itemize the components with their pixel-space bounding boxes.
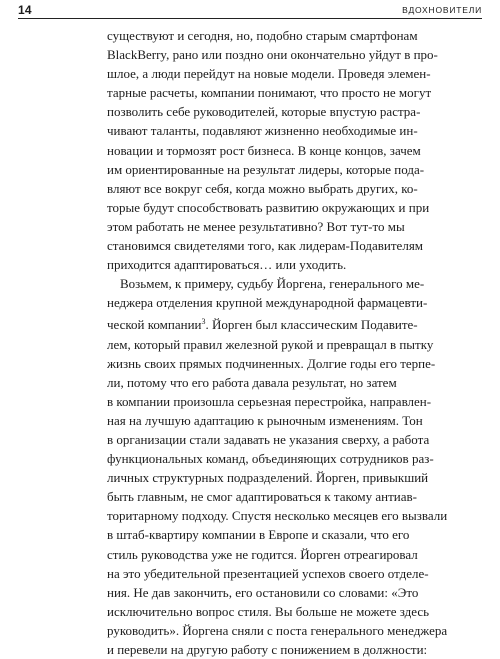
text-line: руководить». Йоргена сняли с поста генерального менеджера xyxy=(107,622,448,638)
text-line: быть главным, не смог адаптироваться к такому антиав- xyxy=(107,489,418,505)
body-text xyxy=(107,26,448,659)
text-line: новации и тормозят рост бизнеса. В конце концов, зачем xyxy=(107,142,421,158)
text-line: становимся свидетелями того, как лидерам-Подавителям xyxy=(107,238,424,254)
text-line: вляют все вокруг себя, когда можно выбрать других, ко- xyxy=(107,180,418,196)
text-line: стиль руководства уже не годится. Йорген отреагировал xyxy=(107,546,418,562)
text-line: неджера отделения крупной международной фармацевти- xyxy=(107,295,428,311)
text-fragment: ческой компании xyxy=(107,317,202,333)
text-line: тарные расчеты, компании понимают, что просто не могут xyxy=(107,85,432,101)
text-line: торые будут способствовать развитию окружающих и при xyxy=(107,199,430,215)
header-rule xyxy=(18,18,482,19)
text-line: исключительно вопрос стиля. Вы больше не можете здесь xyxy=(107,603,430,619)
text-line: в штаб-квартиру компании в Европе и сказали, что его xyxy=(107,527,410,543)
text-line: приходится адаптироваться… или уходить. xyxy=(107,257,347,273)
text-fragment: . Йорген был классическим xyxy=(205,317,358,333)
text-line: этом работать не менее результативно? Вот тут-то мы xyxy=(107,218,405,234)
text-line: ли, потому что его работа давала результат, но затем xyxy=(107,374,397,390)
text-line: лем, который правил железной рукой и превращал в пытку xyxy=(107,336,434,352)
text-line: Возьмем, к примеру, судьбу Йоргена, генерального ме- xyxy=(120,276,425,292)
text-line: ния. Не дав закончить, его остановили со словами: «Это xyxy=(107,584,419,600)
text-line: функциональных команд, объединяющих сотрудников раз- xyxy=(107,451,434,467)
text-line: шлое, а люди перейдут на новые модели. Проведя элемен- xyxy=(107,66,431,82)
text-line: чивают таланты, подавляют жизненно необходимые ин- xyxy=(107,123,418,139)
text-line: торитарному подходу. Спустя несколько месяцев его вызвали xyxy=(107,508,448,524)
text-line: личных структурных подразделений. Йорген, привыкший xyxy=(107,470,429,486)
text-fragment: Подавите- xyxy=(360,317,418,333)
text-line-with-footnote xyxy=(107,312,418,334)
text-line: жизнь своих прямых подчиненных. Долгие годы его терпе- xyxy=(107,355,436,371)
footnote-marker[interactable]: 3 xyxy=(201,317,206,327)
text-line: ная на лучшую адаптацию к рыночным изменениям. Тон xyxy=(107,412,423,428)
page-number: 14 xyxy=(18,3,32,17)
text-line: и перевели на другую работу с понижением в должности: xyxy=(107,642,428,657)
text-line: позволить себе руководителей, которые впустую растра- xyxy=(107,104,421,120)
text-line: им ориентированные на результат лидеры, которые пода- xyxy=(107,161,425,177)
text-line: в организации стали задавать не указания сверху, а работа xyxy=(107,431,430,447)
running-title: ВДОХНОВИТЕЛИ xyxy=(402,5,482,15)
text-line: BlackBerry, рано или поздно они окончательно уйдут в про- xyxy=(107,47,438,63)
text-line: существуют и сегодня, но, подобно старым смартфонам xyxy=(107,28,418,43)
text-line: на это убедительной презентацией успехов своего отделе- xyxy=(107,565,429,581)
text-line: в компании произошла серьезная перестройка, направлен- xyxy=(107,393,432,409)
